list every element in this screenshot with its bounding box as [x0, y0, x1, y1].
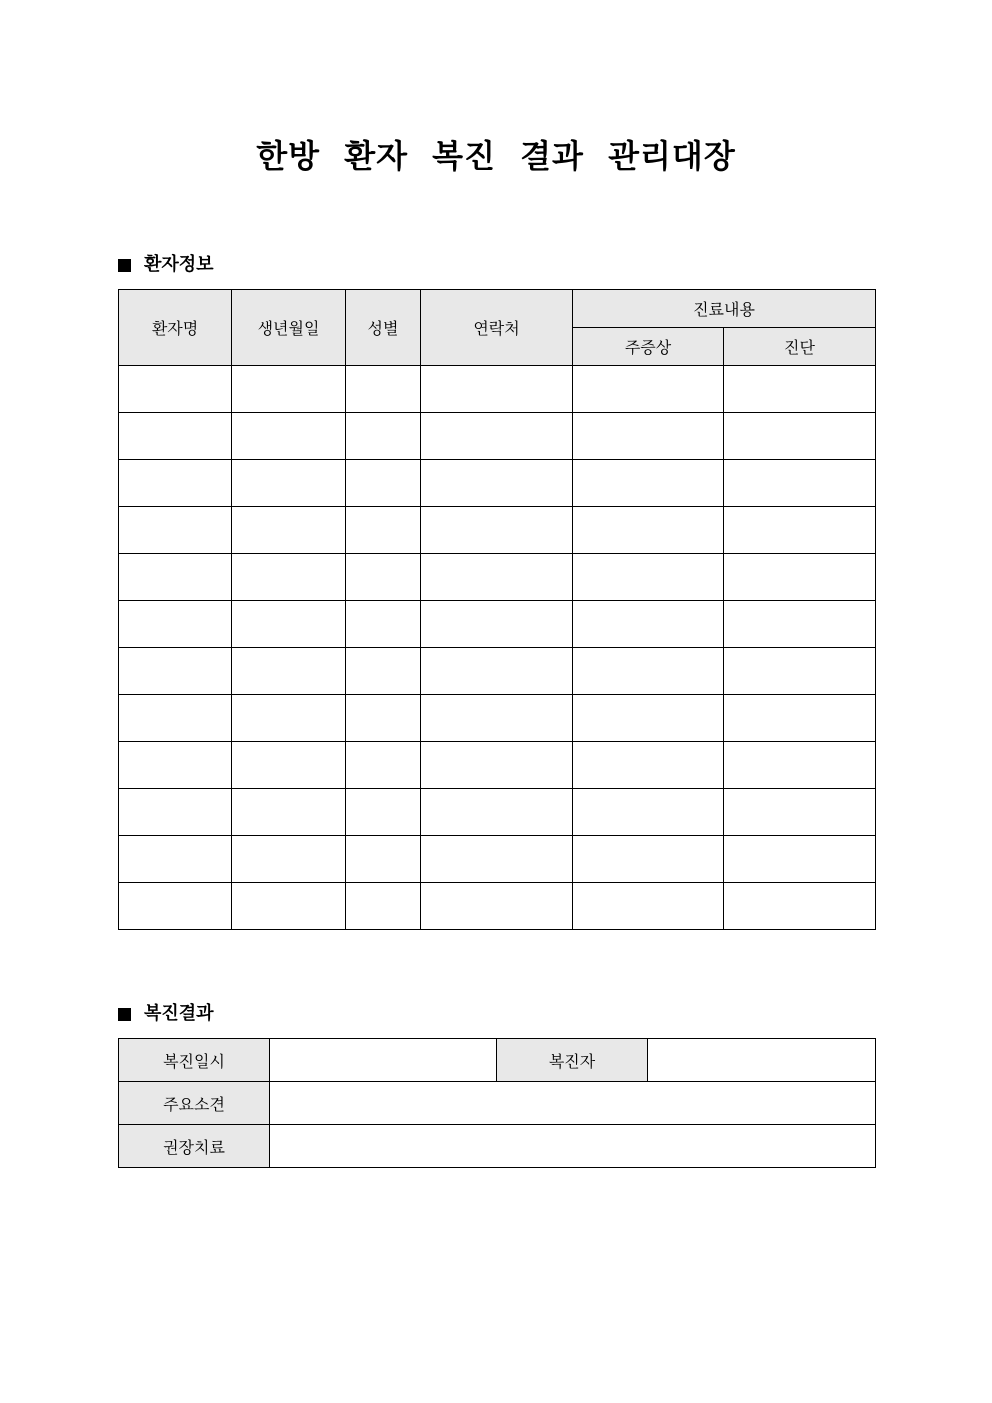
cell-chief-complaint[interactable] — [573, 883, 724, 930]
cell-chief-complaint[interactable] — [573, 460, 724, 507]
cell-diagnosis[interactable] — [724, 507, 876, 554]
col-header-chief-complaint: 주증상 — [573, 328, 724, 366]
table-row — [119, 742, 876, 789]
cell-name[interactable] — [119, 836, 232, 883]
cell-sex[interactable] — [346, 366, 421, 413]
cell-birthdate[interactable] — [232, 413, 346, 460]
cell-chief-complaint[interactable] — [573, 554, 724, 601]
cell-name[interactable] — [119, 554, 232, 601]
cell-contact[interactable] — [421, 601, 573, 648]
table-row — [119, 507, 876, 554]
cell-diagnosis[interactable] — [724, 460, 876, 507]
patient-info-heading-label: 환자정보 — [144, 254, 214, 275]
patient-info-table — [118, 289, 876, 930]
table-row — [119, 648, 876, 695]
cell-diagnosis[interactable] — [724, 413, 876, 460]
cell-birthdate[interactable] — [232, 836, 346, 883]
cell-birthdate[interactable] — [232, 460, 346, 507]
cell-chief-complaint[interactable] — [573, 601, 724, 648]
cell-contact[interactable] — [421, 554, 573, 601]
cell-diagnosis[interactable] — [724, 695, 876, 742]
col-header-sex: 성별 — [346, 290, 421, 366]
cell-birthdate[interactable] — [232, 789, 346, 836]
cell-chief-complaint[interactable] — [573, 789, 724, 836]
table-row — [119, 460, 876, 507]
table-row — [119, 601, 876, 648]
cell-contact[interactable] — [421, 742, 573, 789]
col-header-contact: 연락처 — [421, 290, 573, 366]
exam-result-heading-label: 복진결과 — [144, 1003, 214, 1024]
cell-birthdate[interactable] — [232, 366, 346, 413]
cell-birthdate[interactable] — [232, 695, 346, 742]
cell-contact[interactable] — [421, 789, 573, 836]
cell-chief-complaint[interactable] — [573, 413, 724, 460]
cell-sex[interactable] — [346, 648, 421, 695]
cell-birthdate[interactable] — [232, 648, 346, 695]
document-title: 한방 환자 복진 결과 관리대장 — [256, 137, 736, 175]
cell-sex[interactable] — [346, 413, 421, 460]
patient-rows — [119, 366, 876, 930]
cell-name[interactable] — [119, 883, 232, 930]
cell-sex[interactable] — [346, 460, 421, 507]
cell-contact[interactable] — [421, 836, 573, 883]
cell-name[interactable] — [119, 413, 232, 460]
cell-name[interactable] — [119, 460, 232, 507]
cell-birthdate[interactable] — [232, 601, 346, 648]
cell-sex[interactable] — [346, 789, 421, 836]
cell-chief-complaint[interactable] — [573, 366, 724, 413]
cell-contact[interactable] — [421, 695, 573, 742]
col-header-name: 환자명 — [119, 290, 232, 366]
cell-contact[interactable] — [421, 883, 573, 930]
cell-diagnosis[interactable] — [724, 601, 876, 648]
cell-contact[interactable] — [421, 413, 573, 460]
recommended-treatment-field[interactable] — [270, 1125, 876, 1168]
cell-diagnosis[interactable] — [724, 554, 876, 601]
table-row — [119, 789, 876, 836]
cell-chief-complaint[interactable] — [573, 742, 724, 789]
cell-sex[interactable] — [346, 601, 421, 648]
table-row — [119, 554, 876, 601]
cell-sex[interactable] — [346, 883, 421, 930]
cell-chief-complaint[interactable] — [573, 648, 724, 695]
cell-contact[interactable] — [421, 507, 573, 554]
examiner-label: 복진자 — [497, 1039, 648, 1082]
cell-birthdate[interactable] — [232, 883, 346, 930]
cell-name[interactable] — [119, 507, 232, 554]
cell-name[interactable] — [119, 742, 232, 789]
recommended-treatment-label: 권장치료 — [119, 1125, 270, 1168]
exam-result-heading — [118, 1002, 214, 1026]
square-bullet-icon — [118, 1008, 131, 1021]
cell-sex[interactable] — [346, 836, 421, 883]
col-header-birthdate: 생년월일 — [232, 290, 346, 366]
col-header-diagnosis: 진단 — [724, 328, 876, 366]
cell-sex[interactable] — [346, 554, 421, 601]
cell-contact[interactable] — [421, 366, 573, 413]
cell-birthdate[interactable] — [232, 554, 346, 601]
cell-chief-complaint[interactable] — [573, 695, 724, 742]
cell-contact[interactable] — [421, 648, 573, 695]
cell-name[interactable] — [119, 601, 232, 648]
cell-sex[interactable] — [346, 507, 421, 554]
cell-diagnosis[interactable] — [724, 648, 876, 695]
table-row — [119, 695, 876, 742]
table-row — [119, 366, 876, 413]
col-header-treatment: 진료내용 — [573, 290, 876, 328]
cell-diagnosis[interactable] — [724, 742, 876, 789]
patient-info-heading — [118, 253, 214, 277]
exam-date-label: 복진일시 — [119, 1039, 270, 1082]
cell-diagnosis[interactable] — [724, 836, 876, 883]
table-row — [119, 883, 876, 930]
square-bullet-icon — [118, 259, 131, 272]
cell-name[interactable] — [119, 366, 232, 413]
cell-sex[interactable] — [346, 742, 421, 789]
exam-date-field[interactable] — [270, 1039, 497, 1082]
exam-result-table — [118, 1038, 876, 1168]
main-findings-field[interactable] — [270, 1082, 876, 1125]
examiner-field[interactable] — [648, 1039, 876, 1082]
cell-name[interactable] — [119, 648, 232, 695]
cell-contact[interactable] — [421, 460, 573, 507]
cell-diagnosis[interactable] — [724, 789, 876, 836]
main-findings-label: 주요소견 — [119, 1082, 270, 1125]
cell-name[interactable] — [119, 695, 232, 742]
table-row — [119, 836, 876, 883]
cell-birthdate[interactable] — [232, 507, 346, 554]
cell-chief-complaint[interactable] — [573, 507, 724, 554]
cell-diagnosis[interactable] — [724, 883, 876, 930]
cell-sex[interactable] — [346, 695, 421, 742]
cell-birthdate[interactable] — [232, 742, 346, 789]
cell-chief-complaint[interactable] — [573, 836, 724, 883]
cell-diagnosis[interactable] — [724, 366, 876, 413]
cell-name[interactable] — [119, 789, 232, 836]
table-row — [119, 413, 876, 460]
